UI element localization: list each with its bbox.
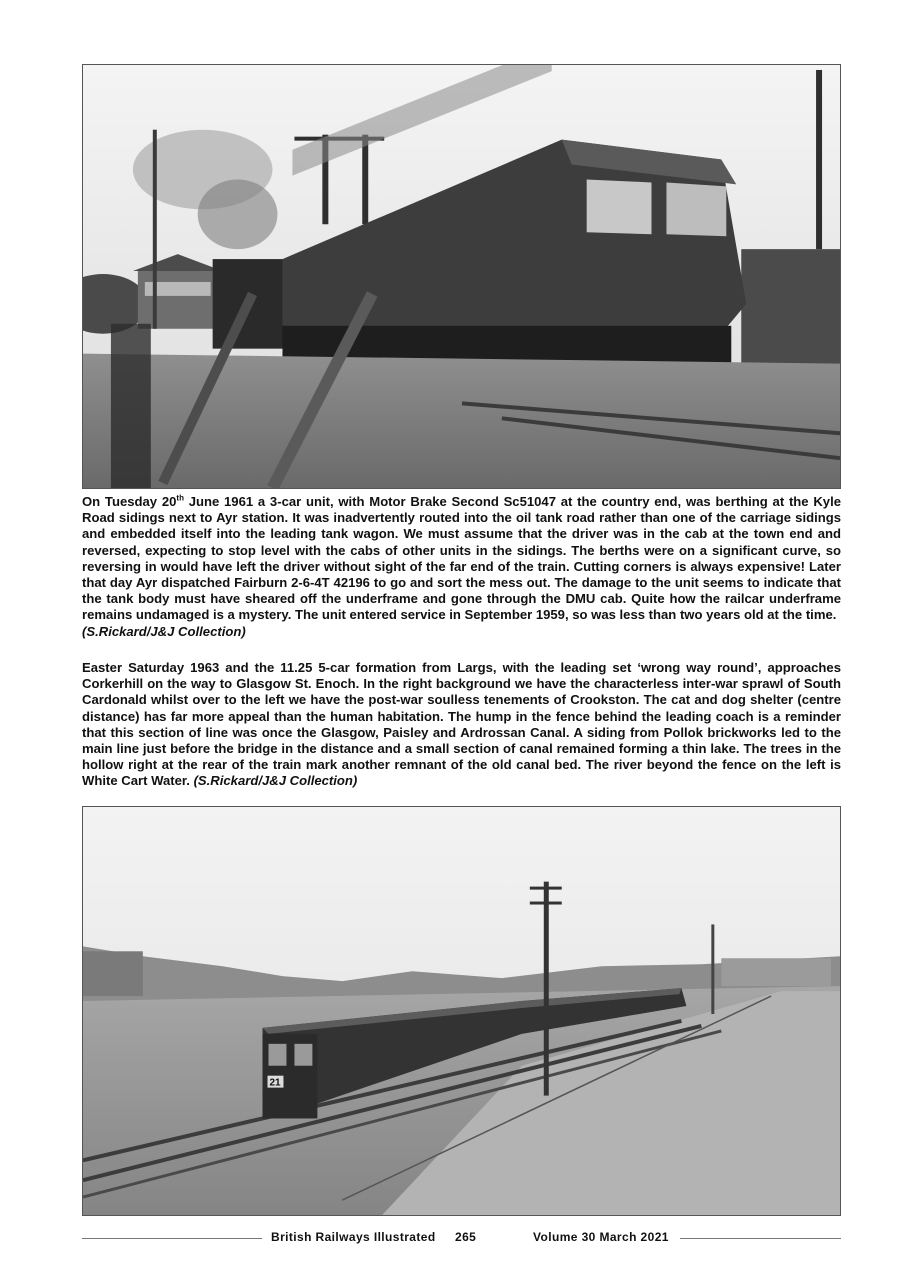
footer-rule-right	[680, 1238, 841, 1239]
footer-magazine-title: British Railways Illustrated	[271, 1230, 436, 1244]
caption-largs-train	[82, 660, 841, 790]
caption-dmu-collision	[82, 494, 841, 640]
footer-rule-left	[82, 1238, 262, 1239]
caption-1-body: June 1961 a 3-car unit, with Motor Brake Second Sc51047 at the country end, was berthing at the Kyle Road sidings next to Ayr station. It was inadvertently routed into the oil tank road rather than one of the carriage sidings and embedded itself into the leading tank wagon. We must assume that the driver was in the cab at the town end and reversed, expecting to stop level with the cabs of other units in the sidings. The berths were on a significant curve, so reversing in would have left the driver without sight of the far end of the train. Cutting corners is always expensive! Later that day Ayr dispatched Fairburn 2-6-4T 42196 to go and sort the mess out. The damage to the unit seems to indicate that the tank body must have sheared off the underframe and gone through the DMU cab. Quite how the railcar underframe remains undamaged is a mystery. The unit entered service in September 1959, so was less than two years old at the time.	[82, 494, 841, 623]
footer-volume: Volume 30 March 2021	[533, 1230, 669, 1244]
photo-largs-train-image	[83, 807, 840, 1215]
page-footer	[82, 1229, 841, 1247]
caption-1-lead: On Tuesday 20	[82, 494, 177, 509]
caption-1-sup: th	[176, 493, 184, 503]
caption-2-credit: (S.Rickard/J&J Collection)	[193, 773, 358, 789]
caption-1-credit: (S.Rickard/J&J Collection)	[82, 623, 246, 639]
footer-page-number: 265	[455, 1230, 477, 1244]
photo-dmu-collision	[82, 64, 841, 489]
caption-2-body: Easter Saturday 1963 and the 11.25 5-car formation from Largs, with the leading set ‘wrong way round’, approaches Corkerhill on the way to Glasgow St. Enoch. In the right background we have the characterless inter-war sprawl of South Cardonald whilst over to the left we have the post-war soulless tenements of Crookston. The cat and dog shelter (centre distance) has far more appeal than the human habitation. The hump in the fence behind the leading coach is a reminder that this section of line was once the Glasgow, Paisley and Ardrossan Canal. A siding from Pollok brickworks led to the main line just before the bridge in the distance and a small section of canal remained forming a thin lake. The trees in the hollow right at the rear of the train mark another remnant of the old canal bed. The river beyond the fence on the left is White Cart Water.	[82, 660, 841, 789]
headcode-label: 21	[269, 1077, 281, 1089]
photo-largs-train	[82, 806, 841, 1216]
photo-dmu-collision-image	[83, 65, 840, 488]
